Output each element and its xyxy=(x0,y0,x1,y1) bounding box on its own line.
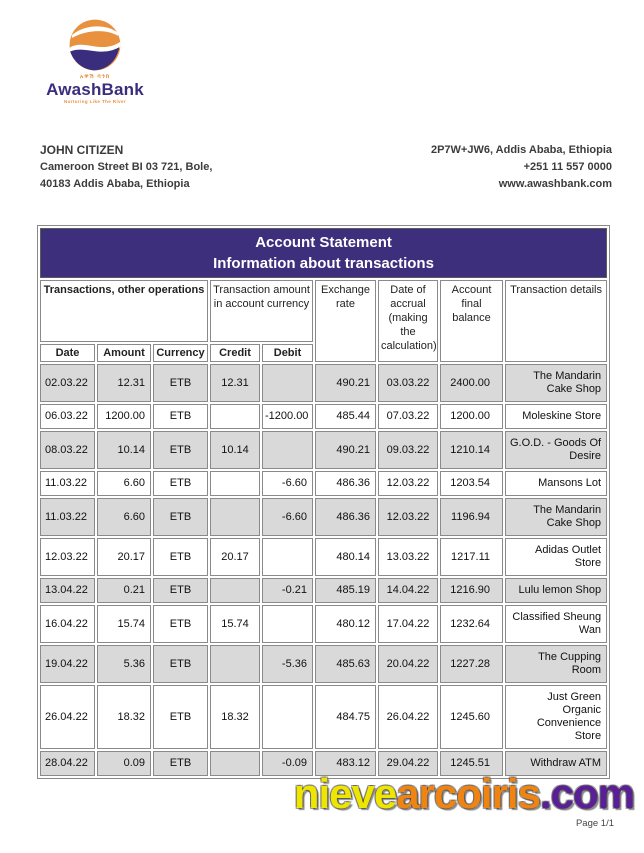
table-row xyxy=(40,498,607,536)
cell-currency: ETB xyxy=(153,751,208,776)
statement-title-row xyxy=(40,228,607,278)
cell-balance: 1203.54 xyxy=(440,471,503,496)
table-row xyxy=(40,645,607,683)
cell-date: 19.04.22 xyxy=(40,645,95,683)
cell-exchange-rate: 485.44 xyxy=(315,404,376,429)
cell-date: 11.03.22 xyxy=(40,471,95,496)
bank-logo xyxy=(40,18,150,105)
cell-amount: 15.74 xyxy=(97,605,151,643)
watermark-part2: arcoiris xyxy=(396,770,540,817)
cell-accrual-date: 17.04.22 xyxy=(378,605,438,643)
table-row xyxy=(40,685,607,749)
cell-details: Lulu lemon Shop xyxy=(505,578,607,603)
cell-date: 16.04.22 xyxy=(40,605,95,643)
header-date: Date xyxy=(40,344,95,362)
transactions-tbody xyxy=(40,364,607,776)
cell-amount: 5.36 xyxy=(97,645,151,683)
cell-currency: ETB xyxy=(153,538,208,576)
cell-balance: 1245.60 xyxy=(440,685,503,749)
header-currency: Currency xyxy=(153,344,208,362)
cell-details: Moleskine Store xyxy=(505,404,607,429)
cell-currency: ETB xyxy=(153,578,208,603)
cell-accrual-date: 12.03.22 xyxy=(378,471,438,496)
cell-balance: 2400.00 xyxy=(440,364,503,402)
table-row xyxy=(40,578,607,603)
cell-currency: ETB xyxy=(153,605,208,643)
cell-date: 08.03.22 xyxy=(40,431,95,469)
cell-date: 12.03.22 xyxy=(40,538,95,576)
cell-currency: ETB xyxy=(153,645,208,683)
header-debit: Debit xyxy=(262,344,313,362)
cell-amount: 18.32 xyxy=(97,685,151,749)
watermark-part1: nieve xyxy=(293,770,397,817)
cell-debit: -6.60 xyxy=(262,498,313,536)
cell-details: The Mandarin Cake Shop xyxy=(505,364,607,402)
cell-details: Adidas Outlet Store xyxy=(505,538,607,576)
cell-exchange-rate: 486.36 xyxy=(315,498,376,536)
cell-balance: 1217.11 xyxy=(440,538,503,576)
cell-date: 11.03.22 xyxy=(40,498,95,536)
header-group-row xyxy=(40,280,607,342)
cell-currency: ETB xyxy=(153,471,208,496)
cell-accrual-date: 14.04.22 xyxy=(378,578,438,603)
statement-title-line2: Information about transactions xyxy=(213,255,434,272)
cell-date: 28.04.22 xyxy=(40,751,95,776)
cell-currency: ETB xyxy=(153,404,208,429)
cell-balance: 1200.00 xyxy=(440,404,503,429)
cell-credit xyxy=(210,498,260,536)
statement-title-line1: Account Statement xyxy=(255,234,392,251)
cell-credit xyxy=(210,645,260,683)
cell-credit: 20.17 xyxy=(210,538,260,576)
cell-exchange-rate: 480.14 xyxy=(315,538,376,576)
cell-accrual-date: 29.04.22 xyxy=(378,751,438,776)
cell-debit: -6.60 xyxy=(262,471,313,496)
cell-debit: -5.36 xyxy=(262,645,313,683)
cell-credit: 12.31 xyxy=(210,364,260,402)
cell-credit: 18.32 xyxy=(210,685,260,749)
cell-credit xyxy=(210,751,260,776)
watermark xyxy=(294,770,634,818)
cell-debit: -1200.00 xyxy=(262,404,313,429)
account-statement-table xyxy=(37,225,610,779)
cell-details: Withdraw ATM xyxy=(505,751,607,776)
bank-phone: +251 11 557 0000 xyxy=(523,161,612,173)
cell-amount: 0.21 xyxy=(97,578,151,603)
cell-balance: 1210.14 xyxy=(440,431,503,469)
header-account-final-balance: Account final balance xyxy=(440,280,503,362)
cell-credit xyxy=(210,471,260,496)
cell-exchange-rate: 490.21 xyxy=(315,431,376,469)
bank-logo-tagline: Nurturing Like The River xyxy=(63,99,127,104)
cell-details: Just Green Organic Convenience Store xyxy=(505,685,607,749)
cell-date: 02.03.22 xyxy=(40,364,95,402)
cell-accrual-date: 20.04.22 xyxy=(378,645,438,683)
cell-currency: ETB xyxy=(153,498,208,536)
cell-balance: 1227.28 xyxy=(440,645,503,683)
cell-details: G.O.D. - Goods Of Desire xyxy=(505,431,607,469)
cell-amount: 10.14 xyxy=(97,431,151,469)
cell-exchange-rate: 486.36 xyxy=(315,471,376,496)
customer-address-block xyxy=(40,142,212,193)
header-amount: Amount xyxy=(97,344,151,362)
cell-debit xyxy=(262,538,313,576)
table-row xyxy=(40,605,607,643)
cell-amount: 12.31 xyxy=(97,364,151,402)
cell-accrual-date: 03.03.22 xyxy=(378,364,438,402)
customer-name: JOHN CITIZEN xyxy=(40,143,124,157)
cell-debit xyxy=(262,605,313,643)
cell-exchange-rate: 480.12 xyxy=(315,605,376,643)
cell-accrual-date: 09.03.22 xyxy=(378,431,438,469)
cell-details: Mansons Lot xyxy=(505,471,607,496)
cell-amount: 6.60 xyxy=(97,498,151,536)
header-amount-group: Transaction amount in account currency xyxy=(210,280,313,342)
cell-debit: -0.09 xyxy=(262,751,313,776)
awash-bank-logo-icon xyxy=(68,18,122,72)
cell-accrual-date: 07.03.22 xyxy=(378,404,438,429)
cell-amount: 6.60 xyxy=(97,471,151,496)
header-transaction-details: Transaction details xyxy=(505,280,607,362)
cell-exchange-rate: 485.63 xyxy=(315,645,376,683)
page-number: Page 1/1 xyxy=(575,818,614,829)
cell-amount: 1200.00 xyxy=(97,404,151,429)
bank-website: www.awashbank.com xyxy=(498,178,612,190)
bank-logo-wordmark: AwashBank xyxy=(46,80,144,99)
customer-address-line2: 40183 Addis Ababa, Ethiopia xyxy=(40,178,190,190)
cell-amount: 20.17 xyxy=(97,538,151,576)
table-row xyxy=(40,431,607,469)
table-row xyxy=(40,471,607,496)
table-row xyxy=(40,538,607,576)
bank-contact-block xyxy=(431,142,612,193)
cell-details: The Mandarin Cake Shop xyxy=(505,498,607,536)
cell-credit: 15.74 xyxy=(210,605,260,643)
header-info-row xyxy=(40,142,612,193)
cell-exchange-rate: 483.12 xyxy=(315,751,376,776)
cell-details: Classified Sheung Wan xyxy=(505,605,607,643)
header-transactions-group: Transactions, other operations xyxy=(40,280,208,342)
cell-exchange-rate: 485.19 xyxy=(315,578,376,603)
cell-balance: 1196.94 xyxy=(440,498,503,536)
watermark-part3: .com xyxy=(539,770,634,817)
cell-date: 06.03.22 xyxy=(40,404,95,429)
cell-balance: 1245.51 xyxy=(440,751,503,776)
cell-amount: 0.09 xyxy=(97,751,151,776)
cell-details: The Cupping Room xyxy=(505,645,607,683)
cell-date: 13.04.22 xyxy=(40,578,95,603)
bank-address: 2P7W+JW6, Addis Ababa, Ethiopia xyxy=(430,144,612,156)
cell-accrual-date: 12.03.22 xyxy=(378,498,438,536)
table-row xyxy=(40,404,607,429)
header-credit: Credit xyxy=(210,344,260,362)
header-date-of-accrual: Date of accrual (making the calculation) xyxy=(378,280,438,362)
cell-accrual-date: 26.04.22 xyxy=(378,685,438,749)
cell-debit xyxy=(262,685,313,749)
cell-currency: ETB xyxy=(153,685,208,749)
statement-title xyxy=(40,228,607,278)
cell-credit xyxy=(210,404,260,429)
cell-accrual-date: 13.03.22 xyxy=(378,538,438,576)
cell-debit: -0.21 xyxy=(262,578,313,603)
cell-currency: ETB xyxy=(153,364,208,402)
customer-address-line1: Cameroon Street BI 03 721, Bole, xyxy=(40,161,213,173)
cell-credit xyxy=(210,578,260,603)
bank-logo-amharic-text: አዋሽ ባንክ xyxy=(79,74,111,80)
table-row xyxy=(40,364,607,402)
cell-balance: 1232.64 xyxy=(440,605,503,643)
cell-debit xyxy=(262,431,313,469)
cell-debit xyxy=(262,364,313,402)
header-exchange-rate: Exchange rate xyxy=(315,280,376,362)
cell-date: 26.04.22 xyxy=(40,685,95,749)
cell-exchange-rate: 490.21 xyxy=(315,364,376,402)
cell-balance: 1216.90 xyxy=(440,578,503,603)
cell-currency: ETB xyxy=(153,431,208,469)
cell-credit: 10.14 xyxy=(210,431,260,469)
cell-exchange-rate: 484.75 xyxy=(315,685,376,749)
